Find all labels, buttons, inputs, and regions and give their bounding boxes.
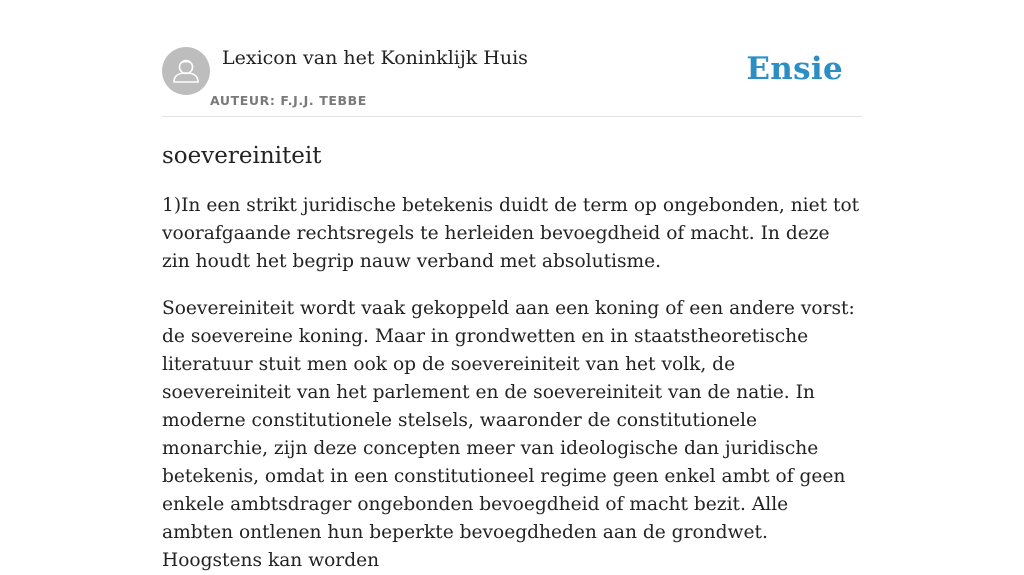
entry-title: soevereiniteit <box>162 143 322 169</box>
header <box>162 0 862 117</box>
entry-paragraph-1: 1)In een strikt juridische betekenis duidt de term op ongebonden, niet tot voorafgaande rechtsregels te herleiden bevoegdheid of macht. In deze zin houdt het begrip nauw verband met absolutisme. <box>162 195 860 272</box>
entry-paragraph-2: Soevereiniteit wordt vaak gekoppeld aan een koning of een andere vorst: de soevereine koning. Maar in grondwetten en in staatstheoretische literatuur stuit men ook op de soevereiniteit van het volk, de soevereiniteit van het parlement en de soevereiniteit van de natie. In moderne constitutionele stelsels, waaronder de constitutionele monarchie, zijn deze concepten meer van ideologische dan juridische betekenis, omdat in een constitutioneel regime geen enkel ambt of geen enkele ambtsdrager ongebonden bevoegdheid of macht bezit. Alle ambten ontlenen hun beperkte bevoegdheden aan de grondwet. Hoogstens kan worden <box>162 298 855 571</box>
book-title-link[interactable]: Lexicon van het Koninklijk Huis <box>222 47 528 69</box>
user-avatar-icon[interactable] <box>162 47 210 95</box>
ensie-logo[interactable]: Ensie <box>746 51 843 87</box>
author-label[interactable]: AUTEUR: F.J.J. TEBBE <box>210 93 367 108</box>
page <box>162 0 862 575</box>
